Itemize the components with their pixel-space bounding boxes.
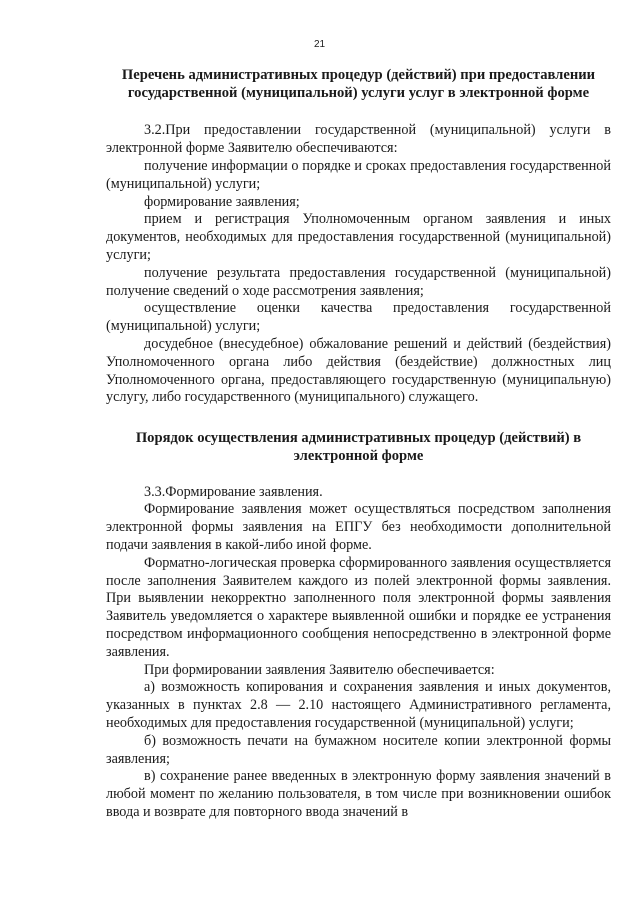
page-content	[106, 66, 611, 822]
page-number: 21	[313, 39, 326, 50]
paragraph: осуществление оценки качества предоставления государственной (муниципальной) услуги;	[106, 300, 611, 335]
paragraph: а) возможность копирования и сохранения заявления и иных документов, указанных в пунктах 2.8 — 2.10 настоящего Административного регламента, необходимых для предоставления государственной (муниципальной) услуги;	[106, 679, 611, 731]
paragraph: 3.2.При предоставлении государственной (муниципальной) услуги в электронной форме Заявителю обеспечиваются:	[106, 122, 611, 157]
paragraph: Формирование заявления может осуществляться посредством заполнения электронной формы заявления на ЕПГУ без необходимости дополнительной подачи заявления в какой-либо иной форме.	[106, 501, 611, 553]
paragraph: б) возможность печати на бумажном носителе копии электронной формы заявления;	[106, 732, 611, 767]
paragraph: получение результата предоставления государственной (муниципальной) получение сведений о ходе рассмотрения заявления;	[106, 264, 611, 299]
section-heading-admin-procedures-list: Перечень административных процедур (действий) при предоставлении государственной (муниципальной) услуги услуг в электронной форме	[121, 67, 596, 102]
paragraph: Форматно-логическая проверка сформированного заявления осуществляется после заполнения Заявителем каждого из полей электронной формы заявления. При выявлении некорректно заполненного поля электронной формы заявления Заявитель уведомляется о характере выявленной ошибки и порядке ее устранения посредством информационного сообщения непосредственно в электронной форме заявления.	[106, 554, 611, 660]
paragraph: в) сохранение ранее введенных в электронную форму заявления значений в любой момент по желанию пользователя, в том числе при возникновении ошибок ввода и возврате для повторного ввода значений в	[106, 768, 611, 820]
paragraph: получение информации о порядке и сроках предоставления государственной (муниципальной) услуги;	[106, 158, 611, 192]
paragraph: При формировании заявления Заявителю обеспечивается:	[144, 661, 495, 678]
paragraph: 3.3.Формирование заявления.	[144, 483, 323, 500]
paragraph: прием и регистрация Уполномоченным органом заявления и иных документов, необходимых для предоставления государственной (муниципальной) услуги;	[106, 211, 611, 263]
section-heading-admin-procedures-order: Порядок осуществления административных процедур (действий) в электронной форме	[135, 430, 582, 465]
paragraph: формирование заявления;	[144, 193, 300, 210]
paragraph: досудебное (внесудебное) обжалование решений и действий (бездействия) Уполномоченного органа либо действия (бездействие) должностных лиц Уполномоченного органа, предоставляющего государственную (муниципальную) услугу, либо государственного (муниципального) служащего.	[106, 335, 611, 406]
